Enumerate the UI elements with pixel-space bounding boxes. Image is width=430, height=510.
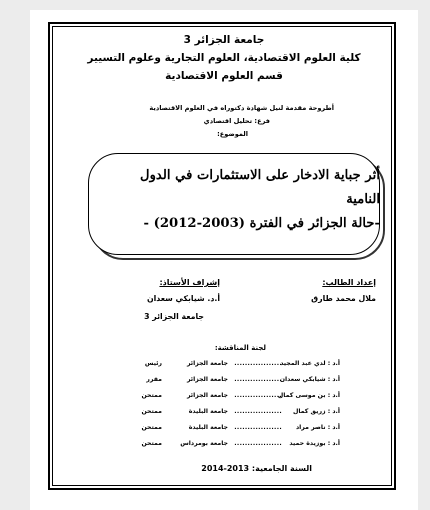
member-university: جامعة بومرداس — [180, 440, 228, 447]
supervisor-university: جامعة الجزائر 3 — [144, 312, 204, 321]
student-label: إعداد الطالب: — [322, 278, 376, 287]
member-university: جامعة البليدة — [188, 408, 228, 415]
member-name: أ.د : شيابكي سعدان — [279, 376, 340, 383]
member-dots: .................. — [234, 376, 282, 383]
faculty-name: كلية العلوم الاقتصادية، العلوم التجارية وعلوم التسيير — [87, 52, 361, 64]
title-line-3: -حالة الجزائر في الفترة (2003-2012) - — [143, 216, 380, 231]
committee-row — [100, 424, 340, 434]
academic-year-value: 2013-2014 — [201, 464, 250, 473]
title-line-2: النامية — [346, 192, 380, 207]
committee-row — [100, 440, 340, 450]
member-role: ممتحن — [141, 440, 162, 447]
member-role: رئيس — [144, 360, 162, 367]
member-role: ممتحن — [141, 392, 162, 399]
supervisor-label: إشراف الأستاذ: — [159, 278, 220, 287]
member-name: أ.د : زريق كمال — [292, 408, 340, 415]
document-page — [30, 10, 418, 510]
member-university: جامعة البليدة — [188, 424, 228, 431]
committee-row — [100, 392, 340, 402]
branch: فرع: تحليل اقتصادي — [203, 117, 270, 125]
member-role: ممتحن — [141, 408, 162, 415]
member-university: جامعة الجزائر — [186, 360, 228, 367]
member-university: جامعة الجزائر — [186, 392, 228, 399]
member-role: ممتحن — [141, 424, 162, 431]
committee-row — [100, 408, 340, 418]
committee-row — [100, 360, 340, 370]
committee-row — [100, 376, 340, 386]
member-dots: .................. — [234, 408, 282, 415]
title-line-1: أثر جباية الادخار على الاستثمارات في الدول — [139, 168, 380, 183]
committee-title: لجنة المناقشة: — [214, 344, 266, 352]
member-dots: .................. — [234, 392, 282, 399]
member-dots: .................. — [234, 360, 282, 367]
member-role: مقرر — [146, 376, 162, 383]
supervisor-name: أ.د. شيابكي سعدان — [146, 294, 220, 303]
member-dots: .................. — [234, 424, 282, 431]
member-university: جامعة الجزائر — [186, 376, 228, 383]
subject-label: الموضوع: — [217, 130, 248, 138]
degree-statement: أطروحة مقدمة لنيل شهادة دكتوراه في العلوم الاقتصادية — [149, 104, 334, 112]
member-name: أ.د : لدي عبد المجيد — [280, 360, 340, 367]
student-name: ملال محمد طارق — [311, 294, 376, 303]
member-name: أ.د : بن موسى كمال — [277, 392, 340, 399]
member-name: أ.د : ناصر مراد — [295, 424, 340, 431]
department-name: قسم العلوم الاقتصادية — [165, 70, 283, 82]
academic-year — [201, 464, 312, 473]
academic-year-label: السنة الجامعية: — [251, 464, 312, 473]
university-name: جامعة الجزائر 3 — [183, 34, 265, 46]
member-name: أ.د : بوزيدة حميد — [289, 440, 340, 447]
member-dots: .................. — [234, 440, 282, 447]
